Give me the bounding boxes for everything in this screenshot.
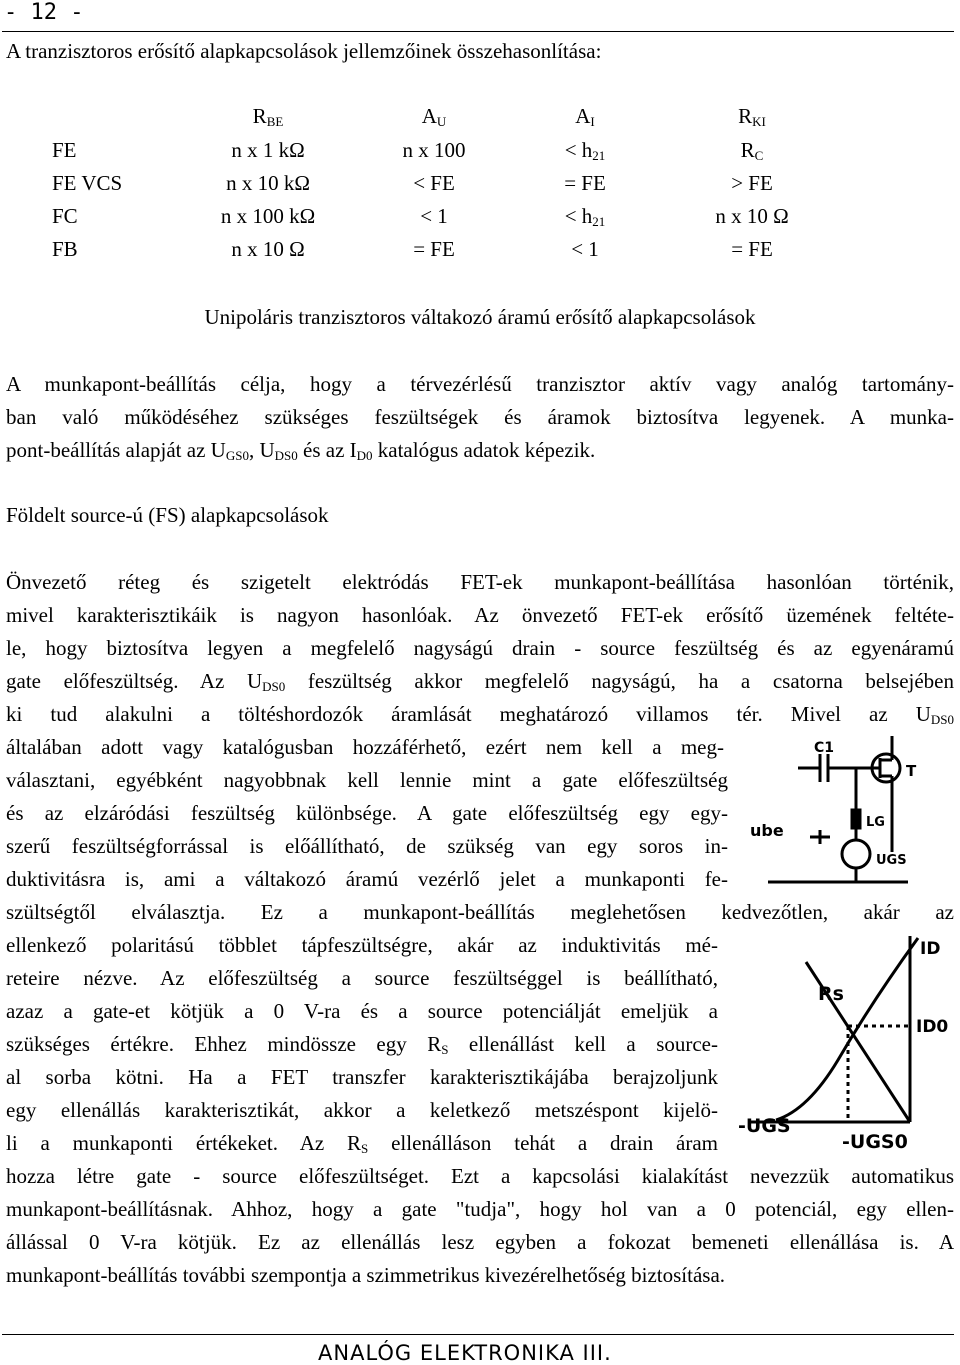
text-line: állással 0 V-ra kötjük. Ez az ellenállás lesz egyben a fokozat bemeneti ellenállása is. A (6, 1230, 954, 1254)
text-line: szerű feszültségforrással is előállítható, de szükség van egy soros in- (6, 834, 728, 858)
paragraph-2 (6, 566, 954, 1292)
header-rki: $R_{KI}$ (738, 104, 766, 129)
id-label: ID (920, 939, 941, 959)
paragraph-1 (6, 368, 954, 467)
c1-label: C1 (814, 740, 835, 756)
table-cell: < FE (413, 171, 455, 195)
table-cell: < 1 (420, 204, 448, 228)
header-ai: $A_I$ (575, 104, 595, 129)
header-au: $A_U$ (421, 104, 447, 129)
t-label: T (906, 762, 917, 780)
footer: ANALÓG ELEKTRONIKA III. (318, 1341, 612, 1365)
text-line: szükséges értékre. Ehhez mindössze egy $R_S$ ellenállást kell a source- (6, 1032, 718, 1057)
row-label: FE (52, 138, 77, 162)
table-cell: = FE (731, 237, 773, 261)
text-line: szültségtől elválasztja. Ez a munkapont-beállítás meglehetősen kedvezőtlen, akár az (6, 900, 954, 924)
table-cell: < 1 (571, 237, 599, 261)
text-line: A munkapont-beállítás célja, hogy a térvezérlésű tranzisztor aktív vagy analóg tartomány- (6, 372, 954, 396)
text-line: egy ellenállás karakterisztikát, akkor a keletkező metszéspont kijelö- (6, 1098, 718, 1122)
text-line: mivel karakterisztikáik is nagyon hasonlóak. Az önvezető FET-ek erősítő üzemének feltéte- (6, 603, 954, 627)
section-title: Unipoláris tranzisztoros váltakozó áramú erősítő alapkapcsolások (204, 305, 756, 329)
heading: A tranzisztoros erősítő alapkapcsolások jellemzőinek összehasonlítása: (6, 39, 602, 63)
text-line: munkapont-beállításnak. Ahhoz, hogy a gate "tudja", hogy hol van a 0 potenciál, egy ellen- (6, 1197, 954, 1221)
ube-label: ube (750, 821, 784, 840)
table-cell: n x 1 kΩ (231, 138, 305, 162)
table-cell: = FE (413, 237, 455, 261)
comparison-table (0, 0, 960, 280)
text-line: Önvezető réteg és szigetelt elektródás FET-ek munkapont-beállítása hasonlóan történik, (6, 570, 954, 594)
row-label: FB (52, 237, 78, 261)
fet-circuit-diagram (748, 732, 960, 892)
neg-ugs0-label: -UGS0 (842, 1131, 908, 1153)
row-label: FE VCS (52, 171, 123, 195)
text-line: duktivitásra is, ami a váltakozó áramú vezérlő jelet a munkaponti fe- (6, 867, 728, 891)
transfer-characteristic-graph (738, 930, 960, 1155)
text-line: gate előfeszültség. Az $U_{DS0}$ feszültség akkor megfelelő nagyságú, ha a csatorna belsejében (6, 669, 955, 694)
text-line: választani, egyébként nagyobbnak kell lennie mint a gate előfeszültség (6, 768, 728, 792)
text-line: és az elzáródási feszültség különbsége. A gate előfeszültség egy egy- (6, 801, 728, 825)
table-cell: n x 100 (402, 138, 466, 162)
ugs-label: UGS (876, 853, 907, 868)
table-cell: n x 100 kΩ (220, 204, 316, 228)
text-line: munkapont-beállítás további szempontja a szimmetrikus kivezérelhetőség biztosítása. (6, 1263, 726, 1287)
page-number: - 12 - (4, 0, 84, 25)
table-cell: n x 10 kΩ (226, 171, 310, 195)
table-cell: < $h_{21}$ (564, 204, 606, 229)
text-line: pont-beállítás alapját az $U_{GS0}$, $U_{DS0}$ és az $I_{D0}$ katalógus adatok képezik. (6, 438, 596, 463)
text-line: ki tud alakulni a töltéshordozók áramlását meghatározó villamos tér. Mivel az $U_{DS0}$ (6, 702, 954, 727)
table-cell: = FE (564, 171, 606, 195)
text-line: hozza létre gate - source előfeszültséget. Ezt a kapcsolási kialakítást nevezzük automatikus (6, 1164, 954, 1188)
table-cell: n x 10 Ω (231, 237, 305, 261)
text-line: al sorba kötni. Ha a FET transzfer karakterisztikájába berajzoljunk (6, 1065, 718, 1089)
text-line: ban való működéséhez szükséges feszültségek és áramok biztosítva legyenek. A munka- (6, 405, 954, 429)
table-cell: < $h_{21}$ (564, 138, 606, 163)
neg-ugs-label: -UGS (738, 1115, 791, 1137)
id0-label: ID0 (916, 1017, 949, 1037)
text-line: reteire nézve. Az előfeszültség a source feszültséggel is beállítható, (6, 966, 718, 990)
rs-label: Rs (818, 983, 844, 1005)
table-cell: > FE (731, 171, 773, 195)
text-line: általában adott vagy katalógusban hozzáférhető, ezért nem kell a meg- (6, 735, 724, 759)
text-line: azaz a gate-et kötjük a 0 V-ra és a source potenciálját emeljük a (6, 999, 718, 1023)
subsection-title: Földelt source-ú (FS) alapkapcsolások (6, 503, 329, 527)
footer-rule (2, 1334, 954, 1335)
row-label: FC (52, 204, 78, 228)
table-cell: $R_C$ (740, 138, 764, 163)
text-line: le, hogy biztosítva legyen a megfelelő nagyságú drain - source feszültség és az egyenáramú (6, 636, 954, 660)
lg-label: LG (866, 815, 885, 830)
header-rbe: $R_{BE}$ (252, 104, 284, 129)
text-line: li a munkaponti értékeket. Az $R_S$ ellenálláson tehát a drain áram (6, 1131, 718, 1156)
text-line: ellenkező polaritású többlet tápfeszültségre, akár az induktivitás mé- (6, 933, 718, 957)
table-cell: n x 10 Ω (715, 204, 789, 228)
